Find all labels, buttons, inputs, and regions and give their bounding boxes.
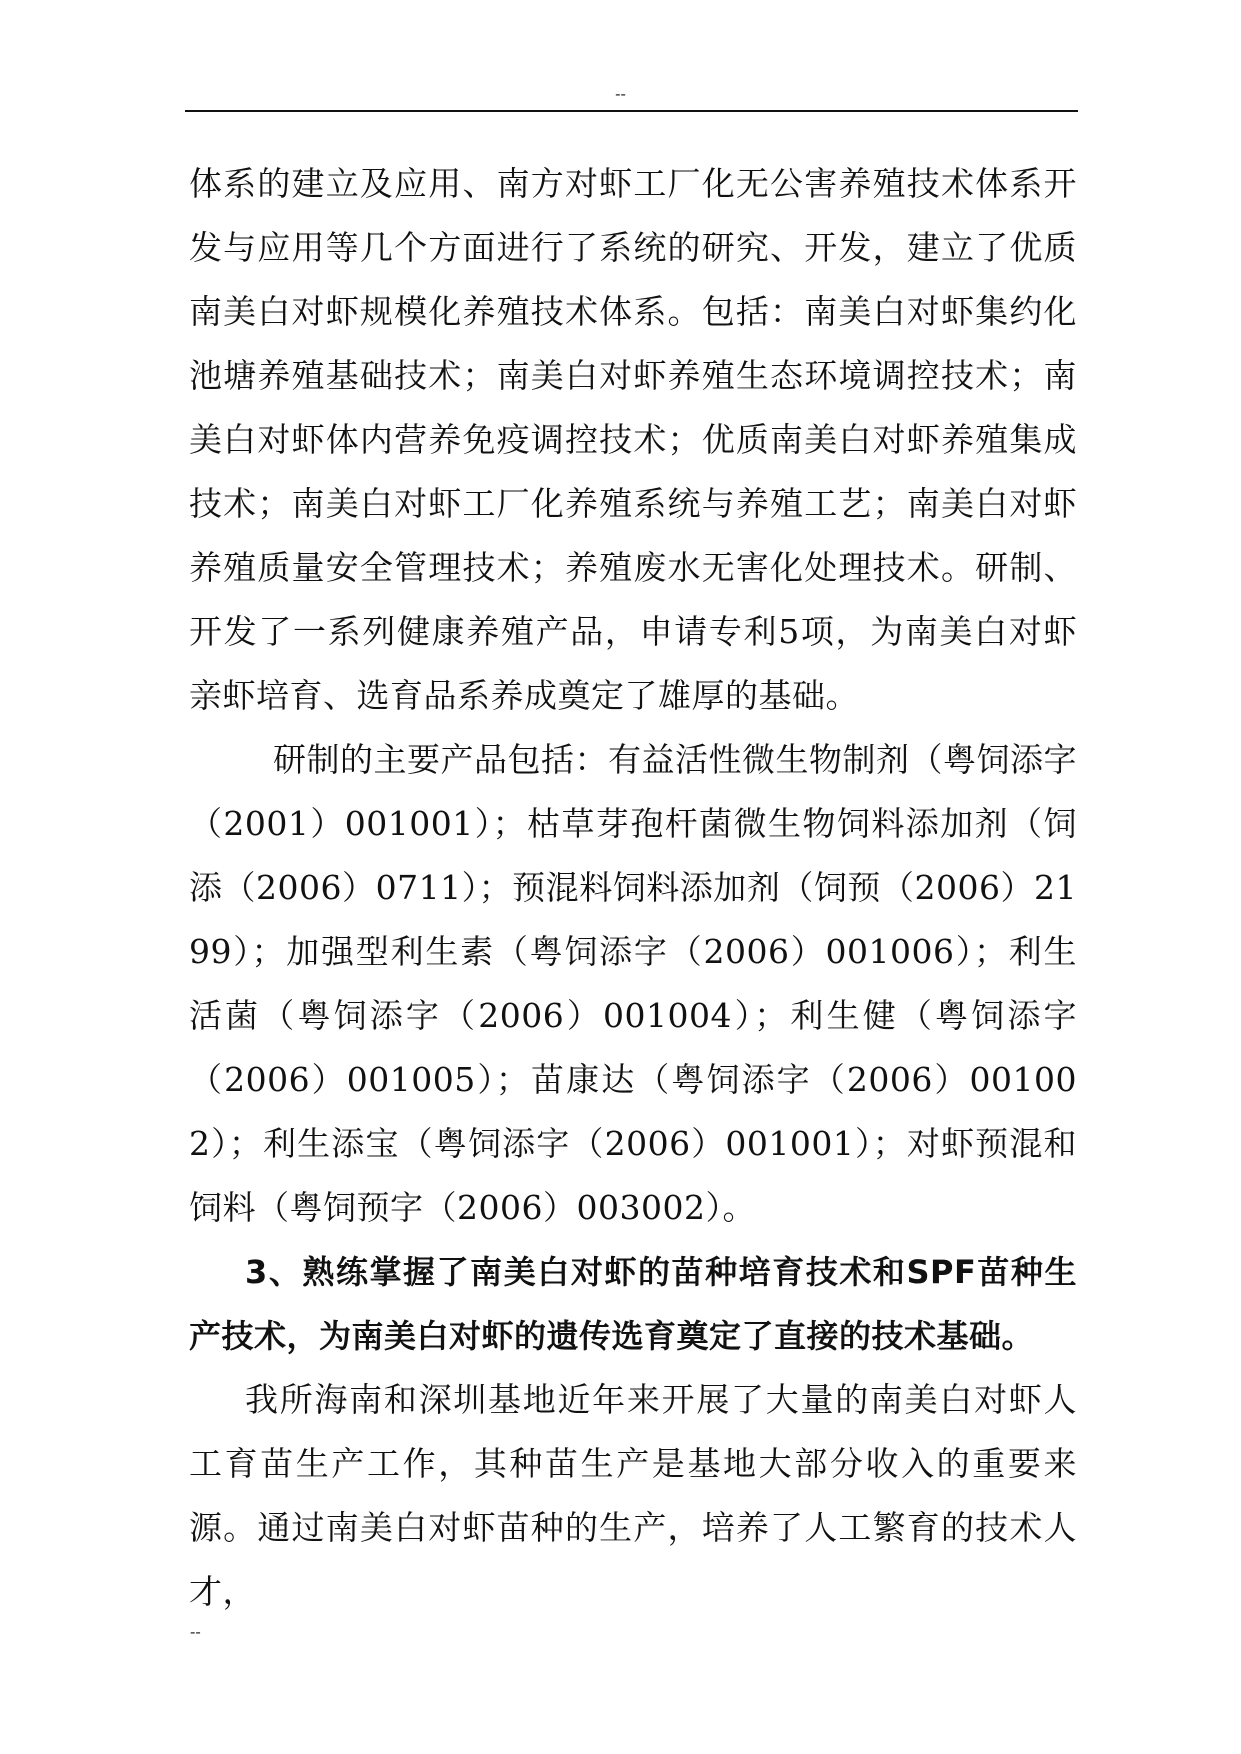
paragraph-seedling-production: 我所海南和深圳基地近年来开展了大量的南美白对虾人工育苗生产工作，其种苗生产是基地大部分收入的重要来源。通过南美白对虾苗种的生产，培养了人工繁育的技术人才， (189, 1380, 1077, 1611)
header-rule (185, 110, 1078, 112)
section-heading-3: 3、熟练掌握了南美白对虾的苗种培育技术和SPF苗种生产技术，为南美白对虾的遗传选育奠定了直接的技术基础。 (189, 1253, 1077, 1355)
footer-mark: -- (190, 1622, 201, 1641)
body-text (189, 152, 1077, 1624)
header-mark: -- (615, 84, 626, 103)
paragraph-system-overview: 体系的建立及应用、南方对虾工厂化无公害养殖技术体系开发与应用等几个方面进行了系统的研究、开发，建立了优质南美白对虾规模化养殖技术体系。包括：南美白对虾集约化池塘养殖基础技术；南美白对虾养殖生态环境调控技术；南美白对虾体内营养免疫调控技术；优质南美白对虾养殖集成技术；南美白对虾工厂化养殖系统与养殖工艺；南美白对虾养殖质量安全管理技术；养殖废水无害化处理技术。研制、开发了一系列健康养殖产品，申请专利5项，为南美白对虾亲虾培育、选育品系养成奠定了雄厚的基础。 (189, 164, 1077, 715)
paragraph-main-products: 研制的主要产品包括：有益活性微生物制剂（粤饲添字（2001）001001）；枯草芽孢杆菌微生物饲料添加剂（饲添（2006）0711）；预混料饲料添加剂（饲预（2006）2199）；加强型利生素（粤饲添字（2006）001006）；利生活菌（粤饲添字（2006）001004）；利生健（粤饲添字（2006）001005）；苗康达（粤饲添字（2006）001002）；利生添宝（粤饲添字（2006）001001）；对虾预混和饲料（粤饲预字（2006）003002）。 (189, 740, 1077, 1227)
